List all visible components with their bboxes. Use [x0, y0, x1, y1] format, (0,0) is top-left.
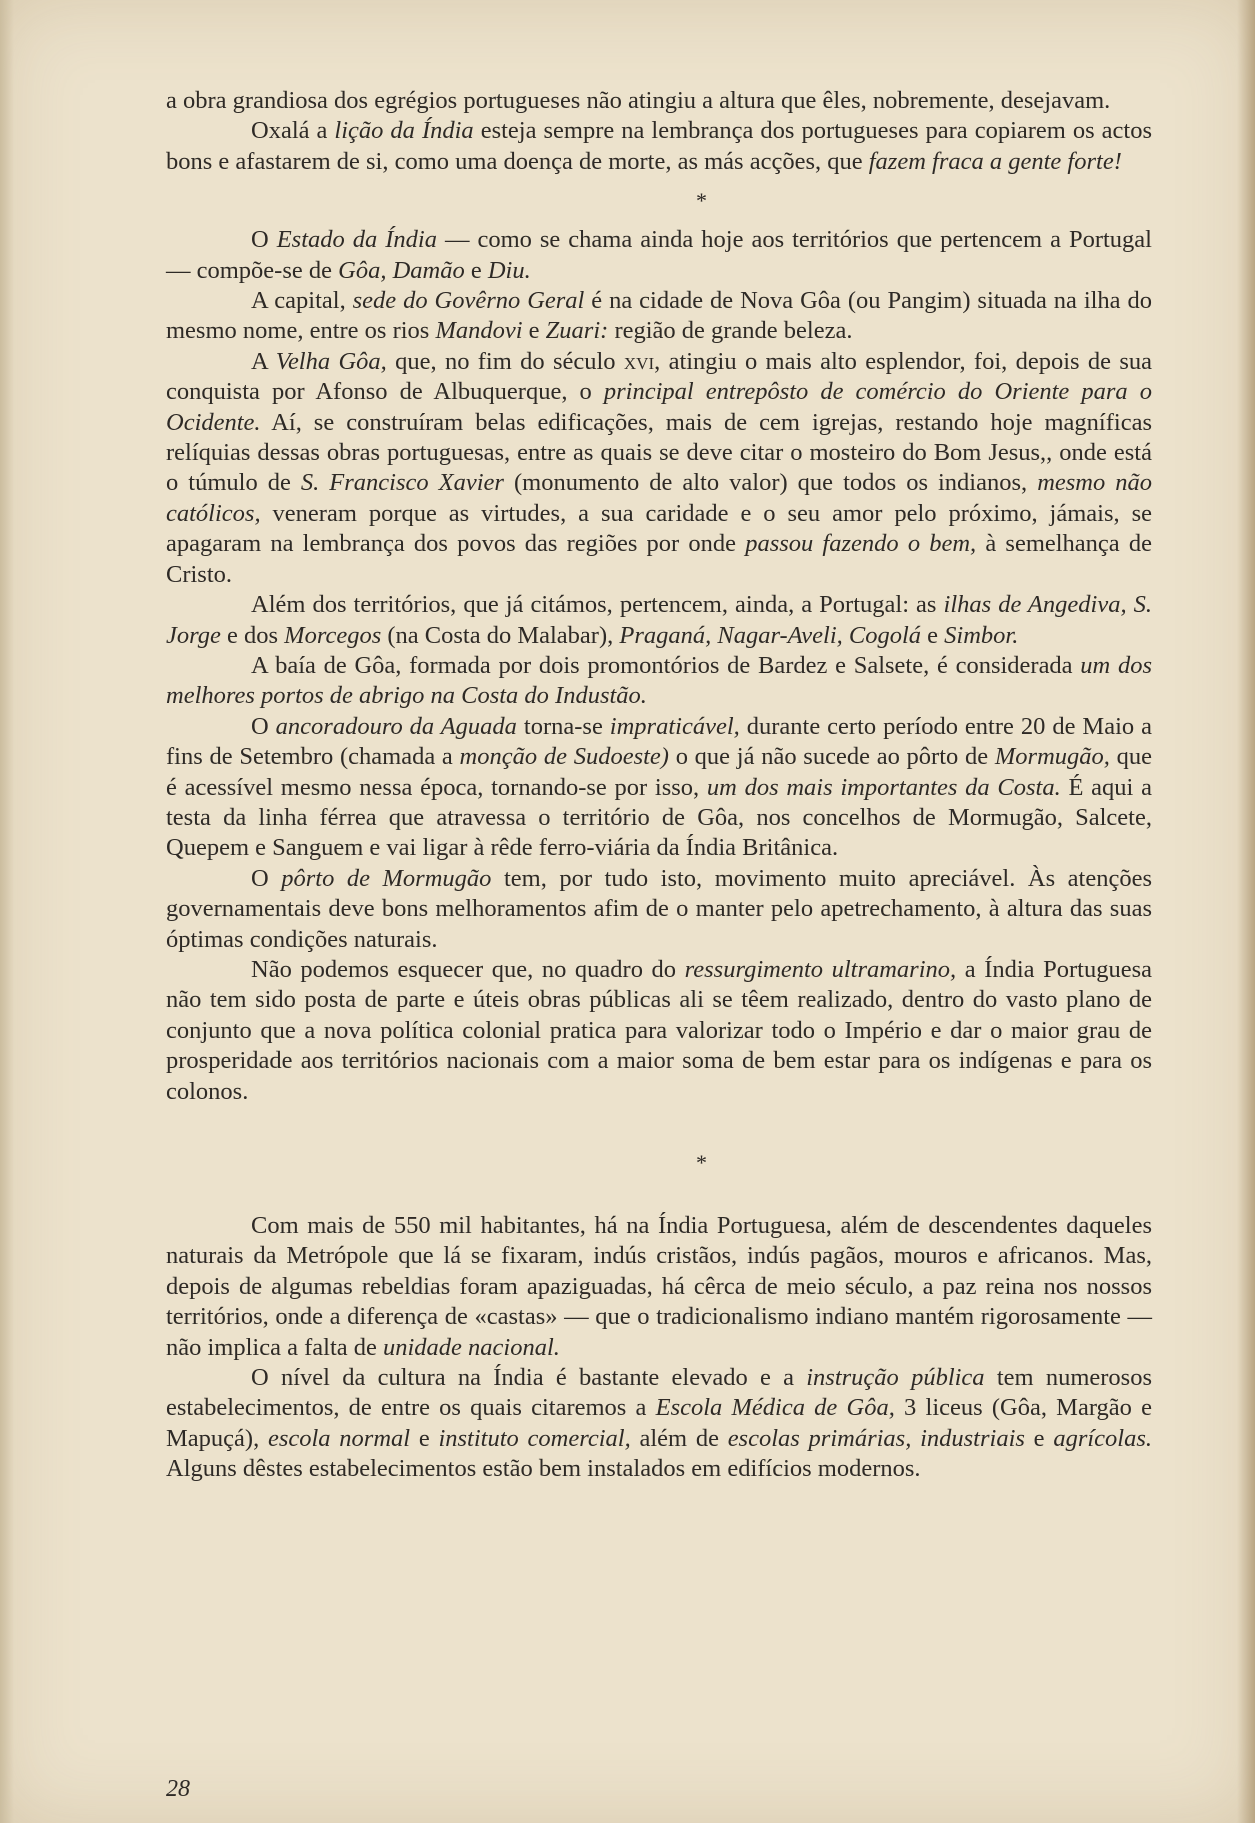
body-text	[166, 86, 1152, 1485]
paragraph-6: Além dos territórios, que já citámos, pertencem, ainda, a Portugal: as ilhas de Angediva, S. Jorge e dos Morcegos (na Costa do Malabar), Praganá, Nagar-Aveli, Cogolá e Simbor.	[166, 591, 1152, 649]
section-separator: *	[696, 1150, 707, 1175]
paragraph-1: a obra grandiosa dos egrégios portugueses não atingiu a altura que êles, nobremente, desejavam.	[166, 87, 1111, 114]
paragraph-3: O Estado da Índia — como se chama ainda hoje aos territórios que pertencem a Portugal — compõe-se de Gôa, Damão e Diu.	[166, 226, 1152, 284]
paragraph-11: Com mais de 550 mil habitantes, há na Índia Portuguesa, além de descendentes daqueles naturais da Metrópole que lá se fixaram, indús cristãos, indús pagãos, mouros e africanos. Mas, depois de algumas rebeldias foram apaziguadas, há cêrca de meio século, a paz reina nos nossos territórios, onde a diferença de «castas» — que o tradicionalismo indiano mantém rigorosamente — não implica a falta de unidade nacional.	[166, 1212, 1152, 1361]
paragraph-12: O nível da cultura na Índia é bastante elevado e a instrução pública tem numerosos estabelecimentos, de entre os quais citaremos a Escola Médica de Gôa, 3 liceus (Gôa, Margão e Mapuçá), escola normal e instituto comercial, além de escolas primárias, industriais e agrícolas. Alguns dêstes estabelecimentos estão bem instalados em edifícios modernos.	[166, 1364, 1152, 1483]
paragraph-2: Oxalá a lição da Índia esteja sempre na lembrança dos portugueses para copiarem os actos bons e afastarem de si, como uma doença de morte, as más acções, que fazem fraca a gente forte!	[166, 117, 1152, 175]
paragraph-10: Não podemos esquecer que, no quadro do ressurgimento ultramarino, a Índia Portuguesa não tem sido posta de parte e úteis obras públicas ali se têem realizado, dentro do vasto plano de conjunto que a nova política colonial pratica para valorizar todo o Império e dar o maior grau de prosperidade aos territórios nacionais com a maior soma de bem estar para os indígenas e para os colonos.	[166, 955, 1153, 1105]
paragraph-4: A capital, sede do Govêrno Geral é na cidade de Nova Gôa (ou Pangim) situada na ilha do mesmo nome, entre os rios Mandovi e Zuari: região de grande beleza.	[166, 287, 1152, 345]
paragraph-9: O pôrto de Mormugão tem, por tudo isto, movimento muito apreciável. Às atenções governamentais deve bons melhoramentos afim de o manter pelo apetrechamento, à altura das suas óptimas condições naturais.	[166, 864, 1152, 953]
section-separator: *	[696, 188, 707, 214]
paragraph-5: A Velha Gôa, que, no fim do século xvi, atingiu o mais alto esplendor, foi, depois de sua conquista por Afonso de Albuquerque, o principal entrepôsto de comércio do Oriente para o Ocidente. Aí, se construíram belas edificações, mais de cem igrejas, restando hoje magníficas relíquias dessas obras portuguesas, entre as quais se deve citar o mosteiro do Bom Jesus,, onde está o túmulo de S. Francisco Xavier (monumento de alto valor) que todos os indianos, mesmo não católicos, veneram porque as virtudes, a sua caridade e o seu amor pelo próximo, jámais, se apagaram na lembrança dos povos das regiões por onde passou fazendo o bem, à semelhança de Cristo.	[166, 347, 1153, 588]
paragraph-8: O ancoradouro da Aguada torna-se impraticável, durante certo período entre 20 de Maio a fins de Setembro (chamada a monção de Sudoeste) o que já não sucede ao pôrto de Mormugão, que é acessível mesmo nessa época, tornando-se por isso, um dos mais importantes da Costa. É aqui a testa da linha férrea que atravessa o território de Gôa, nos concelhos de Mormugão, Salcete, Quepem e Sanguem e vai ligar à rêde ferro-viária da Índia Britânica.	[166, 712, 1152, 862]
paragraph-7: A baía de Gôa, formada por dois promontórios de Bardez e Salsete, é considerada um dos melhores portos de abrigo na Costa do Industão.	[166, 651, 1153, 710]
page-number: 28	[166, 1776, 190, 1802]
